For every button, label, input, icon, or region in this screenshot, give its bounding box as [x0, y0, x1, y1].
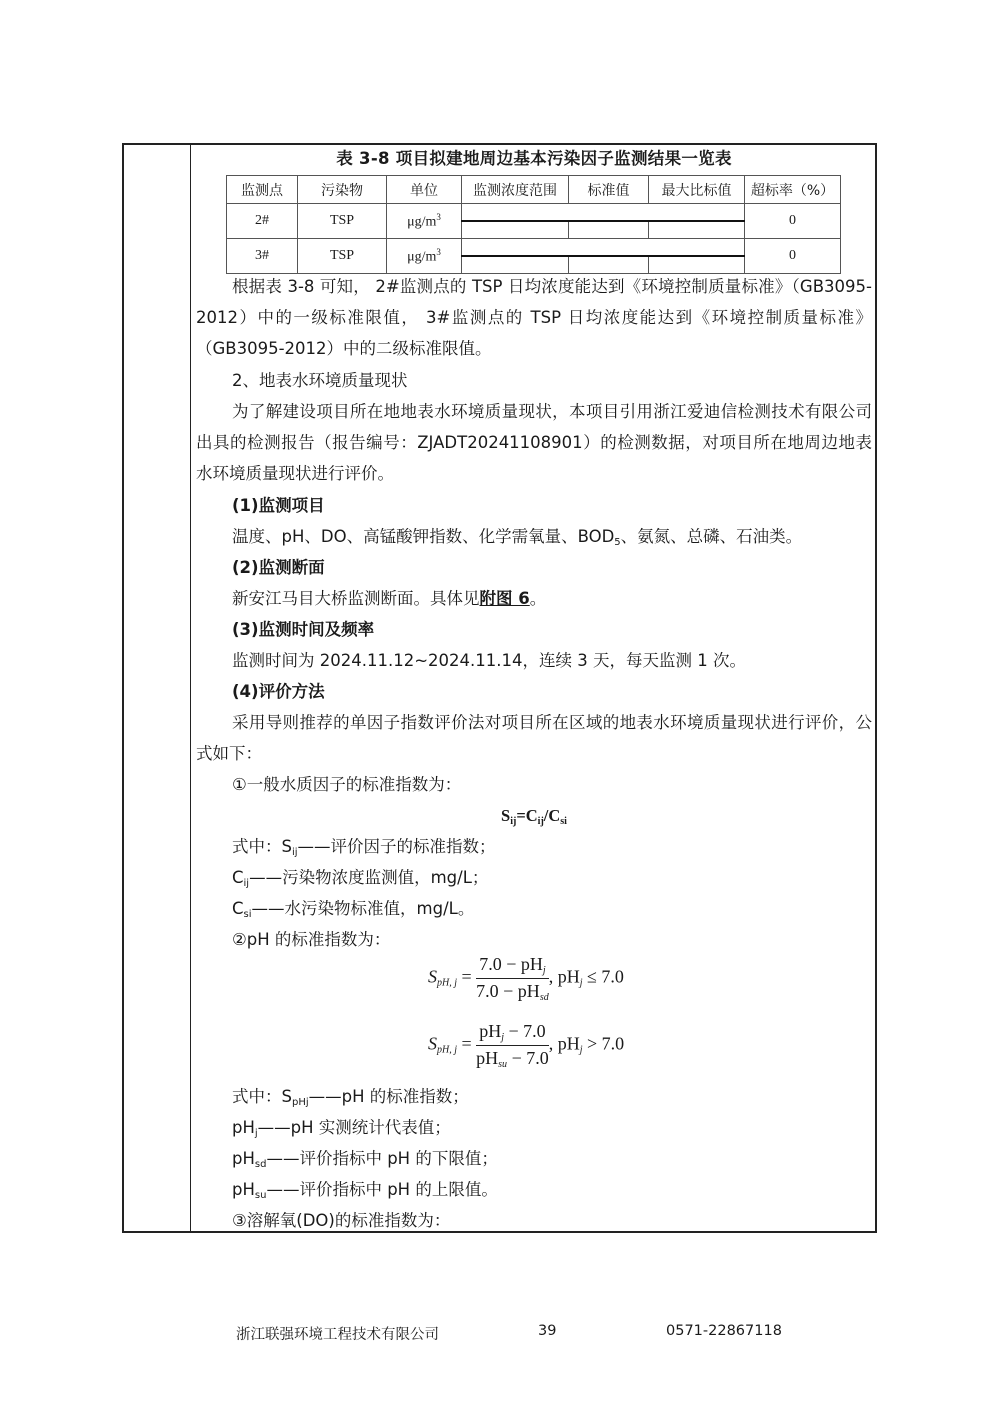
formula-s-sub: ij: [510, 816, 517, 827]
den-sub: sd: [539, 992, 549, 1003]
ph-cond: , pH: [548, 1033, 580, 1054]
den-text: 7.0 − pH: [476, 981, 540, 1001]
def-prefix: pH: [232, 1149, 255, 1168]
def-prefix: pH: [232, 1180, 255, 1199]
formula-eq-c: =C: [516, 806, 538, 825]
def-sub: j: [254, 1128, 258, 1139]
ph-numerator: [476, 1021, 549, 1046]
unit-sup: 3: [436, 211, 441, 222]
cell-point: 3#: [227, 239, 298, 274]
def-text: ——评价因子的标准指数；: [297, 837, 496, 856]
cell-pollutant: TSP: [298, 204, 387, 239]
formula-c-sub: ij: [537, 816, 544, 827]
def-prefix: 式中：S: [232, 837, 292, 856]
den-sub: su: [498, 1059, 508, 1070]
subheading-evaluation-method: (4)评价方法: [232, 682, 325, 701]
appendix-figure-link[interactable]: 附图 6: [479, 589, 530, 608]
ph-denominator: [476, 979, 549, 1003]
def-sub: ij: [291, 847, 298, 858]
cell-range-merged: [462, 239, 745, 257]
general-factor-label: ①一般水质因子的标准指数为：: [232, 775, 462, 794]
header-cell: 超标率（%）: [745, 176, 841, 204]
cell-unit: [387, 239, 462, 274]
header-cell: 监测浓度范围: [462, 176, 569, 204]
table-header-row: [227, 176, 841, 204]
ph-cond: , pH: [548, 966, 580, 987]
monitoring-results-table: [226, 175, 841, 274]
items-text-b: 、氨氮、总磷、石油类。: [620, 527, 803, 546]
paragraph-tsp-conclusion: 根据表 3-8 可知， 2#监测点的 TSP 日均浓度能达到《环境控制质量标准》（GB3095-2012）中的一级标准限值， 3#监测点的 TSP 日均浓度能达到《环境控制质量标准》（GB3095-2012）中的二级标准限值。: [196, 277, 872, 358]
ph-s-sub: pH, j: [437, 1044, 457, 1056]
section-text: 新安江马目大桥监测断面。具体见: [232, 589, 480, 608]
footer-page-number: 39: [538, 1323, 557, 1339]
ph-cond-sub: j: [579, 977, 583, 989]
ph-cond-sub: j: [579, 1044, 583, 1056]
ph-formula-high: [428, 1021, 624, 1070]
num-tail: − 7.0: [504, 1021, 546, 1041]
ph-cond-tail: > 7.0: [582, 1033, 625, 1054]
monitoring-time-text: 监测时间为 2024.11.12~2024.11.14，连续 3 天，每天监测 1 次。: [232, 651, 746, 670]
footer-phone: 0571-22867118: [666, 1323, 782, 1339]
ph-eq: =: [461, 966, 472, 987]
cell-exceed-rate: 0: [745, 239, 841, 274]
frame-divider: [190, 145, 191, 1231]
items-text-a: 温度、pH、DO、高锰酸钾指数、化学需氧量、BOD: [232, 527, 615, 546]
cell-max-ratio: [649, 221, 745, 239]
ph-s: S: [428, 1033, 437, 1054]
table-caption: 表 3-8 项目拟建地周边基本污染因子监测结果一览表: [336, 149, 732, 168]
header-cell: 污染物: [298, 176, 387, 204]
def-text: ——评价指标中 pH 的上限值。: [266, 1180, 498, 1199]
table-row: [227, 204, 841, 222]
def-prefix: C: [232, 899, 244, 918]
do-index-label: ③溶解氧(DO)的标准指数为：: [232, 1211, 451, 1230]
num-sub: j: [501, 1032, 504, 1043]
def-sub: pHj: [291, 1097, 309, 1108]
monitoring-section-text: [196, 583, 872, 614]
section-text-end: 。: [529, 589, 547, 608]
ph-formula-low: [428, 954, 624, 1003]
section-heading-surface-water: 2、地表水环境质量现状: [232, 371, 408, 390]
header-cell: 标准值: [569, 176, 649, 204]
items-sub: 5: [614, 537, 621, 548]
cell-point: 2#: [227, 204, 298, 239]
cell-pollutant: TSP: [298, 239, 387, 274]
footer-company: 浙江联强环境工程技术有限公司: [236, 1327, 439, 1343]
den-tail: − 7.0: [507, 1048, 549, 1068]
formula-slash-c: /C: [543, 806, 561, 825]
def-sub: su: [254, 1190, 267, 1201]
header-cell: 最大比标值: [649, 176, 745, 204]
ph-fraction-high: [476, 1021, 549, 1070]
def-sub: si: [243, 909, 252, 920]
ph-eq: =: [461, 1033, 472, 1054]
header-cell: 单位: [387, 176, 462, 204]
cell-standard: [569, 221, 649, 239]
def-prefix: pH: [232, 1118, 255, 1137]
subheading-monitoring-items: (1)监测项目: [232, 496, 325, 515]
formula-cs-sub: si: [560, 816, 567, 827]
ph-s-sub: pH, j: [437, 977, 457, 989]
table-row: [227, 239, 841, 257]
def-prefix: 式中：S: [232, 1087, 292, 1106]
subheading-monitoring-time: (3)监测时间及频率: [232, 620, 375, 639]
num-text: 7.0 − pH: [479, 954, 543, 974]
def-text: ——pH 的标准指数；: [308, 1087, 469, 1106]
ph-index-label: ②pH 的标准指数为：: [232, 930, 391, 949]
def-text: ——水污染物标准值，mg/L。: [251, 899, 475, 918]
def-text: ——污染物浓度监测值，mg/L；: [249, 868, 489, 887]
cell-exceed-rate: 0: [745, 204, 841, 239]
def-sub: ij: [243, 878, 250, 889]
formula-s: S: [501, 806, 511, 825]
cell-range-merged: [462, 204, 745, 222]
subheading-monitoring-section: (2)监测断面: [232, 558, 325, 577]
unit-sup: 3: [436, 246, 441, 257]
num-text: pH: [479, 1021, 502, 1041]
ph-numerator: [476, 954, 549, 979]
ph-denominator: [476, 1046, 549, 1070]
evaluation-method-text: 采用导则推荐的单因子指数评价法对项目所在区域的地表水环境质量现状进行评价，公式如下：: [196, 713, 872, 763]
def-sub: sd: [254, 1159, 267, 1170]
ph-fraction-low: [476, 954, 549, 1003]
cell-unit: [387, 204, 462, 239]
def-text: ——pH 实测统计代表值；: [257, 1118, 451, 1137]
def-text: ——评价指标中 pH 的下限值；: [266, 1149, 498, 1168]
paragraph-surface-water-intro: 为了解建设项目所在地地表水环境质量现状，本项目引用浙江爱迪信检测技术有限公司出具的检测报告（报告编号：ZJADT20241108901）的检测数据，对项目所在地周边地表水环境质量现状进行评价。: [196, 402, 872, 483]
ph-cond-tail: ≤ 7.0: [582, 966, 624, 987]
ph-s: S: [428, 966, 437, 987]
cell-range: [462, 221, 569, 239]
unit-text: μg/m: [407, 249, 437, 265]
unit-text: μg/m: [407, 214, 437, 230]
num-sub: j: [542, 965, 546, 976]
def-prefix: C: [232, 868, 244, 887]
header-cell: 监测点: [227, 176, 298, 204]
den-text: pH: [476, 1048, 499, 1068]
